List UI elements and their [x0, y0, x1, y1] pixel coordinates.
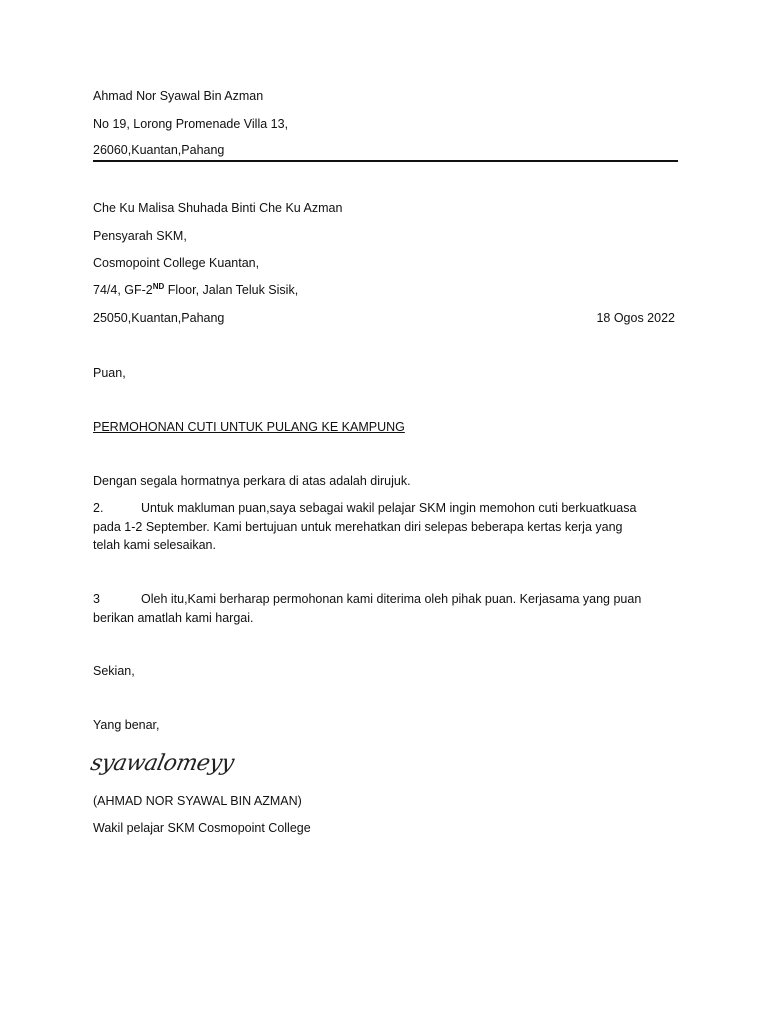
sender-name: Ahmad Nor Syawal Bin Azman: [93, 89, 264, 103]
recipient-institution: Cosmopoint College Kuantan,: [93, 256, 260, 270]
recipient-name: Che Ku Malisa Shuhada Binti Che Ku Azman: [93, 201, 343, 215]
letter-page: [88, 0, 678, 1024]
recipient-address-prefix: 74/4, GF-2: [93, 283, 153, 297]
paragraph-2-line-3: telah kami selesaikan.: [93, 538, 216, 552]
closing-yang-benar: Yang benar,: [93, 718, 160, 732]
header-divider: [93, 160, 678, 162]
sender-address-line-1: No 19, Lorong Promenade Villa 13,: [93, 117, 289, 131]
paragraph-3: [93, 590, 668, 627]
closing-sekian: Sekian,: [93, 664, 135, 678]
signatory-title: Wakil pelajar SKM Cosmopoint College: [93, 821, 311, 835]
handwritten-signature: syawalomeyy: [88, 751, 236, 776]
paragraph-2-number: 2.: [93, 501, 104, 515]
paragraph-3-number: 3: [93, 592, 100, 606]
paragraph-3-line-1: Oleh itu,Kami berharap permohonan kami diterima oleh pihak puan. Kerjasama yang puan: [141, 592, 642, 606]
sender-address-line-2: 26060,Kuantan,Pahang: [93, 143, 225, 157]
letter-date: 18 Ogos 2022: [596, 311, 675, 325]
paragraph-3-line-2: berikan amatlah kami hargai.: [93, 610, 254, 625]
recipient-position: Pensyarah SKM,: [93, 229, 187, 243]
paragraph-2-line-2: pada 1-2 September. Kami bertujuan untuk merehatkan diri selepas beberapa kertas kerja yang: [93, 519, 623, 534]
paragraph-2: [93, 499, 668, 555]
recipient-address-line-1: [93, 281, 298, 299]
signatory-printed-name: (AHMAD NOR SYAWAL BIN AZMAN): [93, 794, 302, 808]
salutation: Puan,: [93, 366, 126, 380]
opening-paragraph: Dengan segala hormatnya perkara di atas adalah dirujuk.: [93, 474, 411, 488]
recipient-address-line-2: 25050,Kuantan,Pahang: [93, 311, 225, 325]
recipient-address-suffix: Floor, Jalan Teluk Sisik,: [164, 283, 299, 297]
floor-ordinal-superscript: ND: [152, 281, 165, 291]
paragraph-2-line-1: Untuk makluman puan,saya sebagai wakil pelajar SKM ingin memohon cuti berkuatkuasa: [141, 501, 637, 515]
subject-heading: PERMOHONAN CUTI UNTUK PULANG KE KAMPUNG: [93, 420, 405, 434]
